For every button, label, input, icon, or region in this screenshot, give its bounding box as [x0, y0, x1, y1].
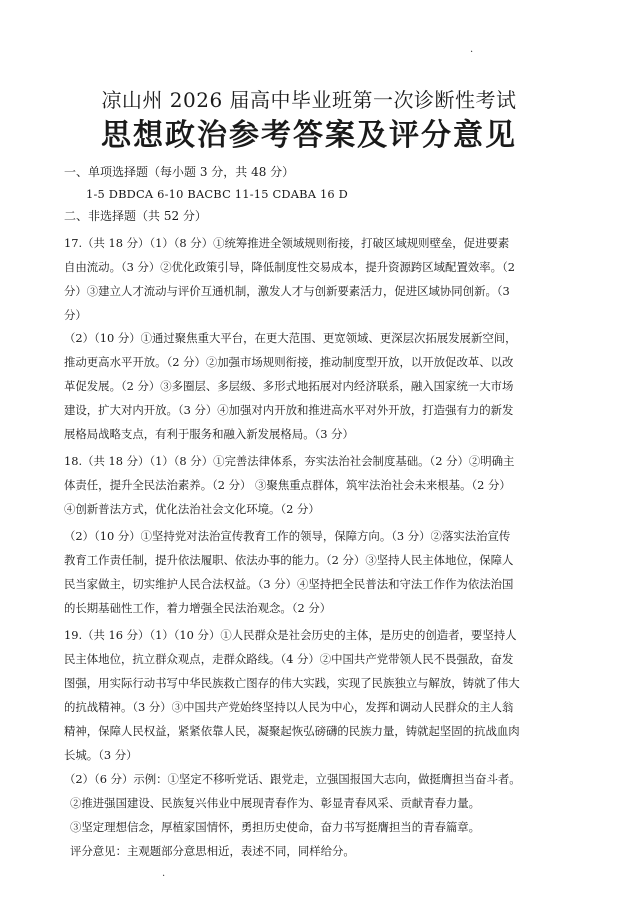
top-mark: . — [470, 44, 474, 55]
document-title: 思想政治参考答案及评分意见 — [101, 118, 517, 153]
q19-line: 精神，保障人民权益，紧紧依靠人民，凝聚起恢弘磅礴的民族力量，铸就起坚固的抗战血肉 — [64, 724, 520, 738]
q17-line: 推动更高水平开放。（2 分）②加强市场规则衔接，推动制度型开放，以开放促改革、以改 — [64, 355, 514, 369]
q17-line: 自由流动。（3 分）②优化政策引导，降低制度性交易成本，提升资源跨区域配置效率。（2 — [64, 260, 515, 274]
multiple-choice-answers: 1-5 DBDCA 6-10 BACBC 11-15 CDABA 16 D — [86, 187, 348, 201]
q19-line: 19.（共 16 分）（1）（10 分）①人民群众是社会历史的主体，是历史的创造者，要坚持人 — [64, 628, 517, 642]
q17-line: （2）（10 分）①通过聚焦重大平台，在更大范围、更宽领域、更深层次拓展发展新空间， — [64, 331, 517, 345]
grading-note: 评分意见：主观题部分意思相近，表述不同，同样给分。 — [70, 844, 355, 858]
q19-line: 图强，用实际行动书写中华民族救亡图存的伟大实践，实现了民族独立与解放，铸就了伟大 — [64, 676, 520, 690]
section2-heading: 二、非选择题（共 52 分） — [64, 209, 207, 223]
q19-line: 民主体地位，抗立群众观点，走群众路线。（4 分）②中国共产党带领人民不畏强敌，奋发 — [64, 652, 514, 666]
exam-title: 凉山州 2026 届高中毕业班第一次诊断性考试 — [101, 88, 517, 112]
q18-line: 18.（共 18 分）（1）（8 分）①完善法律体系，夯实法治社会制度基础。（2 分）②明确主 — [64, 454, 515, 468]
q18-line: 体责任，提升全民法治素养。（2 分） ③聚焦重点群体，筑牢法治社会未来根基。（2 分） — [64, 478, 511, 492]
q19-line: 长城。（3 分） — [64, 748, 138, 762]
q19-part2-line: ②推进强国建设、民族复兴伟业中展现青春作为、彰显青春风采、贡献青春力量。 — [70, 796, 481, 810]
q18-line: 教育工作责任制，提升依法履职、依法办事的能力。（2 分）③坚持人民主体地位，保障人 — [64, 553, 514, 567]
q18-line: （2）（10 分）①坚持党对法治宣传教育工作的领导，保障方向。（3 分）②落实法治宣传 — [64, 529, 511, 543]
q18-line: ④创新普法方式，优化法治社会文化环境。（2 分） — [64, 502, 320, 516]
bottom-mark: . — [162, 868, 166, 879]
q19-line: 的抗战精神。（3 分）③中国共产党始终坚持以人民为中心，发挥和调动人民群众的主人翁 — [64, 700, 514, 714]
q18-line: 的长期基础性工作，着力增强全民法治观念。（2 分） — [64, 601, 332, 615]
section1-heading: 一、单项选择题（每小题 3 分，共 48 分） — [64, 165, 295, 179]
q18-line: 民当家做主，切实维护人民合法权益。（3 分）④坚持把全民普法和守法工作作为依法治国 — [64, 577, 514, 591]
q17-line: 展格局战略支点，有利于服务和融入新发展格局。（3 分） — [64, 427, 354, 441]
q17-line: 建设，扩大对内开放。（3 分）④加强对内开放和推进高水平对外开放，打造强有力的新发 — [64, 403, 514, 417]
q17-line: 17.（共 18 分）（1）（8 分）①统筹推进全领域规则衔接，打破区域规则壁垒，促进要素 — [64, 236, 510, 250]
q17-line: 分） — [64, 308, 87, 322]
q17-line: 革促发展。（2 分）③多圈层、多层级、多形式地拓展对内经济联系，融入国家统一大市场 — [64, 379, 514, 393]
q19-part2-line: ③坚定理想信念，厚植家国情怀，勇担历史使命，奋力书写挺膺担当的青春篇章。 — [70, 820, 481, 834]
q19-part2-line: （2）（6 分）示例：①坚定不移听党话、跟党走，立强国报国大志向，做挺膺担当奋斗者。 — [64, 772, 521, 786]
q17-line: 分）③建立人才流动与评价互通机制，激发人才与创新要素活力，促进区域协同创新。（3 — [64, 284, 510, 298]
